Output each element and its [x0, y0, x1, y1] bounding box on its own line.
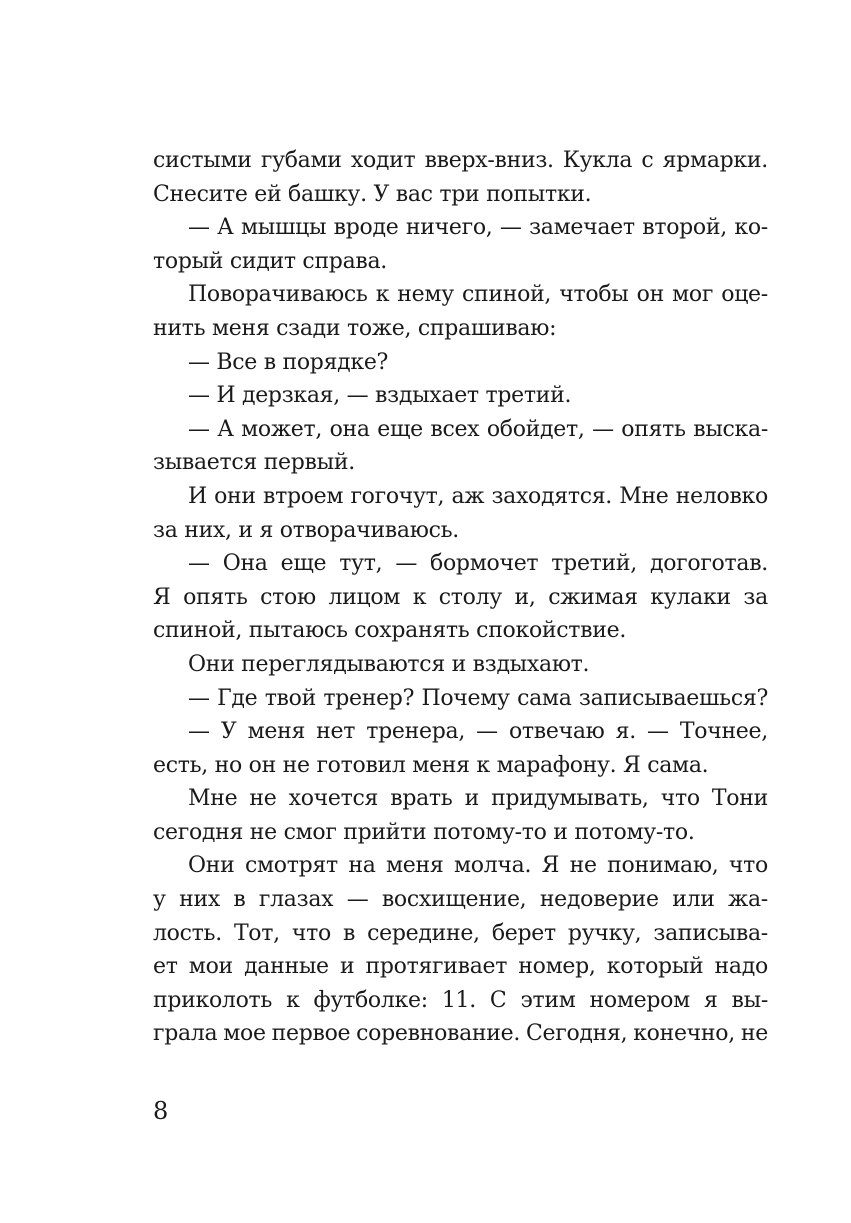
- text-line-content: — И дерзкая, — вздыхает третий.: [188, 383, 572, 409]
- word: У: [220, 719, 237, 745]
- word: Мне: [619, 483, 669, 509]
- word: вроде: [333, 215, 399, 241]
- text-line: [153, 514, 768, 548]
- word: на: [348, 853, 376, 879]
- text-line: [153, 950, 768, 984]
- word: опять: [183, 584, 248, 610]
- word: всех: [430, 416, 480, 442]
- text-line: [153, 312, 768, 346]
- word: хочется: [288, 786, 379, 812]
- word: к: [286, 987, 300, 1013]
- word: который: [606, 954, 704, 980]
- text-line: [153, 715, 768, 749]
- word: еще: [280, 551, 327, 577]
- word: замечает: [529, 215, 635, 241]
- word: данные: [244, 954, 329, 980]
- word: тут,: [339, 551, 383, 577]
- text-line: [153, 917, 768, 951]
- word: не: [740, 1021, 768, 1047]
- text-line: [153, 547, 768, 581]
- word: номером: [589, 987, 690, 1013]
- word: губами: [260, 148, 342, 173]
- text-line-content: зывается первый.: [153, 450, 355, 476]
- text-line-content: сегодня не смог прийти потому-то и потому-то.: [153, 819, 695, 845]
- word: заходятся.: [491, 483, 612, 509]
- word: обойдет,: [486, 416, 585, 442]
- word: и,: [514, 584, 536, 610]
- word: Тот,: [233, 920, 280, 946]
- word: понимаю,: [607, 853, 719, 879]
- word: к: [412, 584, 427, 610]
- word: второй,: [642, 215, 727, 241]
- word: —: [188, 719, 210, 745]
- word: Я: [153, 584, 171, 610]
- word: втроем: [263, 483, 344, 509]
- text-line: [153, 849, 768, 883]
- word: они: [214, 483, 256, 509]
- text-line: [153, 178, 768, 212]
- text-line: [153, 581, 768, 615]
- word: вы-: [731, 987, 768, 1013]
- text-line-content: спиной, пытаюсь сохранять спокойствие.: [153, 618, 627, 644]
- word: соревнование.: [356, 1021, 521, 1047]
- word: систыми: [153, 148, 252, 173]
- word: врать: [390, 786, 453, 812]
- text-line: [153, 614, 768, 648]
- word: догоготав.: [649, 551, 768, 577]
- word: что: [660, 786, 700, 812]
- word: первое: [271, 1021, 351, 1047]
- text-line: [153, 883, 768, 917]
- word: Поворачиваюсь: [188, 282, 368, 308]
- word: у: [153, 887, 166, 913]
- word: отвечаю: [508, 719, 605, 745]
- word: С: [489, 987, 507, 1013]
- word: к: [375, 282, 390, 308]
- word: чтобы: [559, 282, 629, 308]
- word: тренера,: [366, 719, 466, 745]
- word: мои: [188, 954, 233, 980]
- text-line: [153, 480, 768, 514]
- word: не: [249, 786, 277, 812]
- word: за: [743, 584, 768, 610]
- page-number: 8: [153, 1097, 169, 1125]
- word: меня: [386, 853, 444, 879]
- word: сама: [517, 685, 572, 711]
- word: этим: [520, 987, 576, 1013]
- word: в: [233, 887, 246, 913]
- word: стою: [260, 584, 316, 610]
- word: ходит: [350, 148, 416, 173]
- text-line: [153, 782, 768, 816]
- text-line: [153, 144, 768, 178]
- word: спиной,: [462, 282, 552, 308]
- text-line: [153, 278, 768, 312]
- text-line: [153, 682, 768, 716]
- word: неловко: [675, 483, 768, 509]
- text-line-content: нить меня сзади тоже, спрашиваю:: [153, 315, 557, 341]
- word: приколоть: [153, 987, 273, 1013]
- word: Почему: [421, 685, 510, 711]
- text-line-content: есть, но он не готовил меня к марафону. Я сама.: [153, 752, 709, 778]
- word: еще: [377, 416, 423, 442]
- word: нет: [316, 719, 356, 745]
- word: протягивает: [365, 954, 508, 980]
- word: твой: [264, 685, 316, 711]
- text-line: [153, 245, 768, 279]
- text-line: [153, 984, 768, 1018]
- word: —: [188, 215, 210, 241]
- word: вверх-вниз.: [424, 148, 554, 173]
- word: столу: [438, 584, 502, 610]
- word: 11.: [441, 987, 476, 1013]
- word: берет: [491, 920, 556, 946]
- word: —: [647, 719, 669, 745]
- text-line: [153, 211, 768, 245]
- word: —: [499, 215, 522, 241]
- word: кулаки: [650, 584, 731, 610]
- word: грала: [153, 1021, 218, 1047]
- word: или: [672, 887, 715, 913]
- word: она: [329, 416, 370, 442]
- text-line: [153, 379, 768, 413]
- text-line: [153, 749, 768, 783]
- word: аж: [451, 483, 485, 509]
- word: что: [728, 853, 768, 879]
- word: лость.: [153, 920, 222, 946]
- word: Мне: [188, 786, 238, 812]
- word: недоверие: [539, 887, 659, 913]
- word: —: [346, 887, 369, 913]
- word: них: [179, 887, 220, 913]
- word: А: [217, 416, 234, 442]
- word: сжимая: [548, 584, 638, 610]
- word: тренер?: [323, 685, 415, 711]
- word: может,: [241, 416, 323, 442]
- word: мышцы: [240, 215, 327, 241]
- text-line: [153, 413, 768, 447]
- word: оце-: [721, 282, 768, 308]
- text-line-content: за них, и я отворачиваюсь.: [153, 517, 459, 543]
- word: Тони: [711, 786, 768, 812]
- word: выска-: [693, 416, 768, 442]
- word: Они: [188, 853, 235, 879]
- text-line: [153, 346, 768, 380]
- word: Точнее,: [679, 719, 768, 745]
- word: третий,: [551, 551, 637, 577]
- word: Сегодня,: [525, 1021, 628, 1047]
- word: —: [592, 416, 614, 442]
- text-line: [153, 816, 768, 850]
- word: А: [217, 215, 234, 241]
- word: Я: [541, 853, 560, 879]
- word: в: [342, 920, 356, 946]
- word: футболке:: [313, 987, 428, 1013]
- word: и: [339, 954, 355, 980]
- word: —: [476, 719, 498, 745]
- word: гогочут,: [350, 483, 445, 509]
- text-line-content: Они переглядываются и вздыхают.: [188, 651, 590, 677]
- word: ничего,: [405, 215, 493, 241]
- word: ручку,: [567, 920, 642, 946]
- text-line: [153, 446, 768, 480]
- text-line-content: торый сидит справа.: [153, 248, 388, 274]
- word: конечно,: [633, 1021, 735, 1047]
- text-line-content: — Все в порядке?: [188, 349, 389, 375]
- text-line: [153, 1017, 768, 1051]
- word: он: [636, 282, 664, 308]
- word: Она: [222, 551, 268, 577]
- word: середине,: [367, 920, 480, 946]
- word: лицом: [328, 584, 401, 610]
- word: нему: [397, 282, 454, 308]
- word: что: [291, 920, 331, 946]
- word: ко-: [734, 215, 768, 241]
- word: и: [464, 786, 479, 812]
- word: Где: [217, 685, 258, 711]
- word: —: [188, 416, 210, 442]
- word: я: [703, 987, 718, 1013]
- word: записываешься?: [578, 685, 768, 711]
- word: молча.: [453, 853, 532, 879]
- word: записыва-: [653, 920, 768, 946]
- text-line-content: Снесите ей башку. У вас три попытки.: [153, 181, 592, 207]
- word: Кукла: [562, 148, 633, 173]
- word: мог: [672, 282, 714, 308]
- word: я.: [615, 719, 636, 745]
- text-line: [153, 648, 768, 682]
- word: —: [188, 551, 210, 577]
- word: не: [569, 853, 597, 879]
- word: —: [188, 685, 210, 711]
- word: —: [395, 551, 418, 577]
- word: меня: [247, 719, 306, 745]
- word: бормочет: [430, 551, 539, 577]
- body-text: [153, 144, 768, 1051]
- word: глазах: [258, 887, 334, 913]
- word: придумывать,: [491, 786, 649, 812]
- word: номер,: [518, 954, 596, 980]
- word: опять: [621, 416, 686, 442]
- word: надо: [714, 954, 768, 980]
- word: ярмарки.: [662, 148, 768, 173]
- word: И: [188, 483, 207, 509]
- word: ет: [153, 954, 178, 980]
- word: жа-: [728, 887, 768, 913]
- word: с: [641, 148, 654, 173]
- word: восхищение,: [381, 887, 527, 913]
- word: смотрят: [244, 853, 338, 879]
- word: мое: [223, 1021, 266, 1047]
